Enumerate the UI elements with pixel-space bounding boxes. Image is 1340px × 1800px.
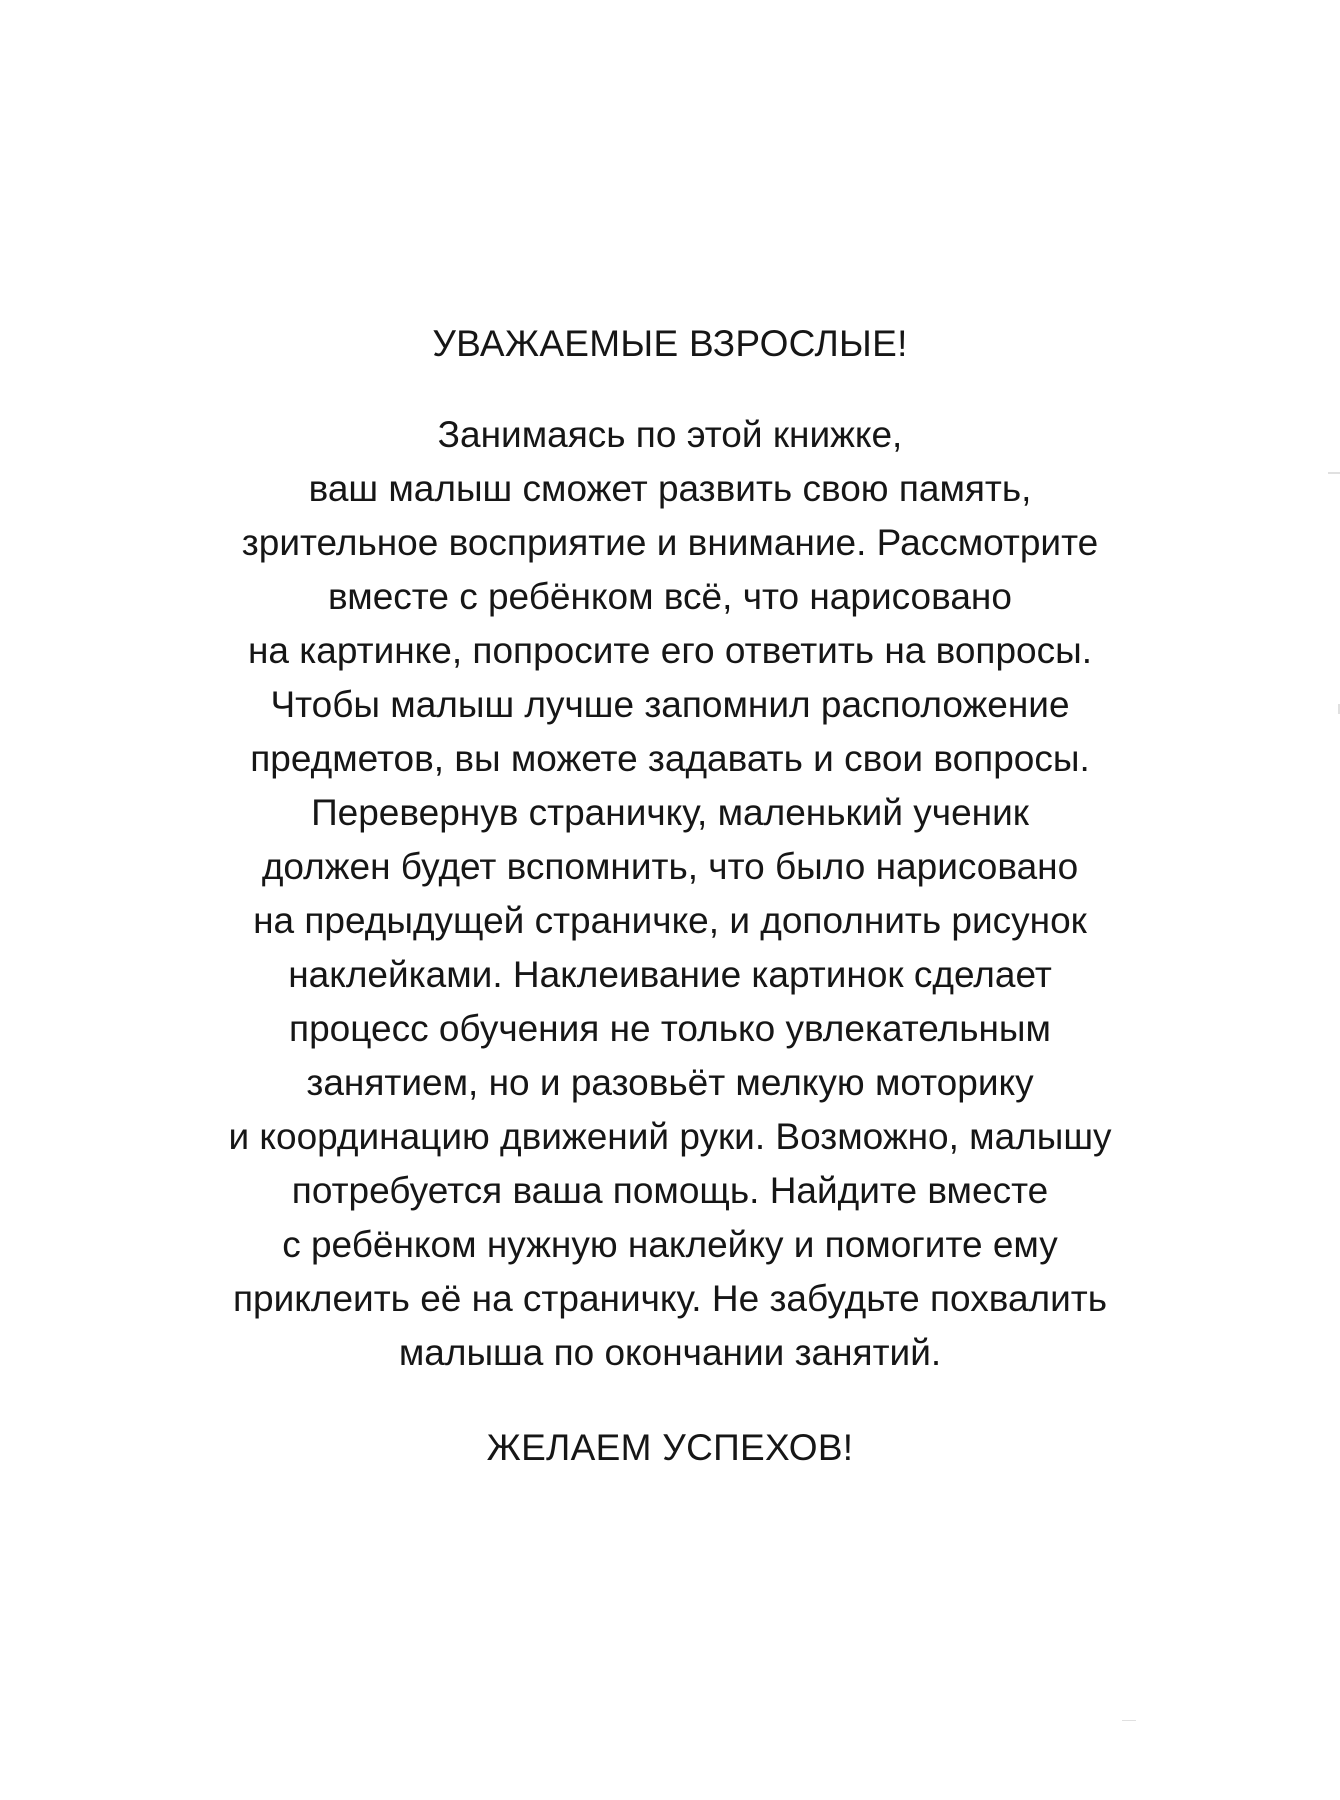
- scan-mark: [1328, 472, 1340, 474]
- body-line: с ребёнком нужную наклейку и помогите ему: [282, 1224, 1058, 1265]
- body-line: Чтобы малыш лучше запомнил расположение: [270, 684, 1070, 725]
- body-line: должен будет вспомнить, что было нарисовано: [261, 846, 1079, 887]
- body-line: на предыдущей страничке, и дополнить рисунок: [253, 900, 1087, 941]
- page-heading: УВАЖАЕМЫЕ ВЗРОСЛЫЕ!: [432, 323, 908, 364]
- body-line: вместе с ребёнком всё, что нарисовано: [328, 576, 1012, 617]
- body-line: занятием, но и разовьёт мелкую моторику: [306, 1062, 1034, 1103]
- body-text: [130, 408, 1210, 1380]
- closing-wish: ЖЕЛАЕМ УСПЕХОВ!: [486, 1427, 854, 1468]
- body-line: предметов, вы можете задавать и свои вопросы.: [250, 738, 1090, 779]
- scan-mark: [1122, 1720, 1136, 1721]
- body-line: приклеить её на страничку. Не забудьте похвалить: [232, 1278, 1108, 1319]
- body-line: наклейками. Наклеивание картинок сделает: [288, 954, 1052, 995]
- body-line: потребуется ваша помощь. Найдите вместе: [291, 1170, 1049, 1211]
- body-line: на картинке, попросите его ответить на вопросы.: [248, 630, 1092, 671]
- body-line: Занимаясь по этой книжке,: [437, 414, 903, 455]
- body-line: зрительное восприятие и внимание. Рассмотрите: [241, 522, 1099, 563]
- body-line: и координацию движений руки. Возможно, малышу: [228, 1116, 1112, 1157]
- adult-guidance-section: [130, 318, 1210, 1474]
- body-line: ваш малыш сможет развить свою память,: [308, 468, 1032, 509]
- body-line: Перевернув страничку, маленький ученик: [311, 792, 1029, 833]
- body-line: процесс обучения не только увлекательным: [289, 1008, 1051, 1049]
- body-line: малыша по окончании занятий.: [398, 1332, 942, 1373]
